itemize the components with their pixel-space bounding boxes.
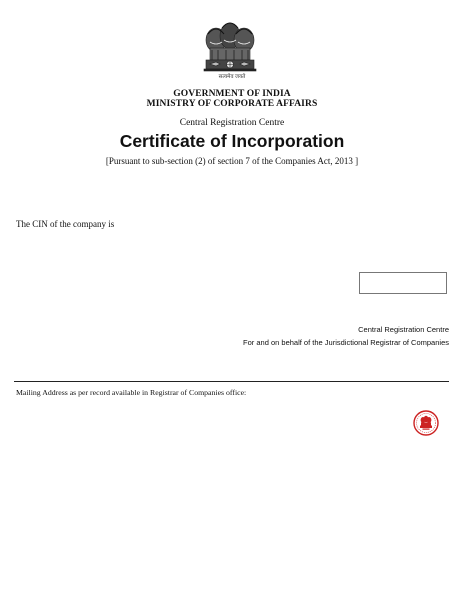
certificate-title: Certificate of Incorporation (119, 131, 345, 151)
emblem-motto: सत्यमेव जयते (218, 74, 246, 80)
pursuant-clause: [Pursuant to sub-section (2) of section 7 of the Companies Act, 2013 ] (105, 156, 359, 166)
issuing-authority (0, 89, 464, 109)
cin-signature-box (359, 272, 447, 294)
ministry-heading: MINISTRY OF CORPORATE AFFAIRS (146, 99, 318, 109)
cin-statement: The CIN of the company is (16, 219, 115, 229)
mailing-address-label: Mailing Address as per record available in Registrar of Companies office: (16, 388, 247, 397)
signatory-office: Central Registration Centre (358, 325, 449, 334)
signatory-behalf: For and on behalf of the Jurisdictional Registrar of Companies (243, 338, 449, 347)
office-name: Central Registration Centre (179, 118, 285, 128)
divider (14, 381, 449, 382)
emblem-seal-icon (413, 410, 439, 436)
government-heading: GOVERNMENT OF INDIA (173, 89, 291, 99)
